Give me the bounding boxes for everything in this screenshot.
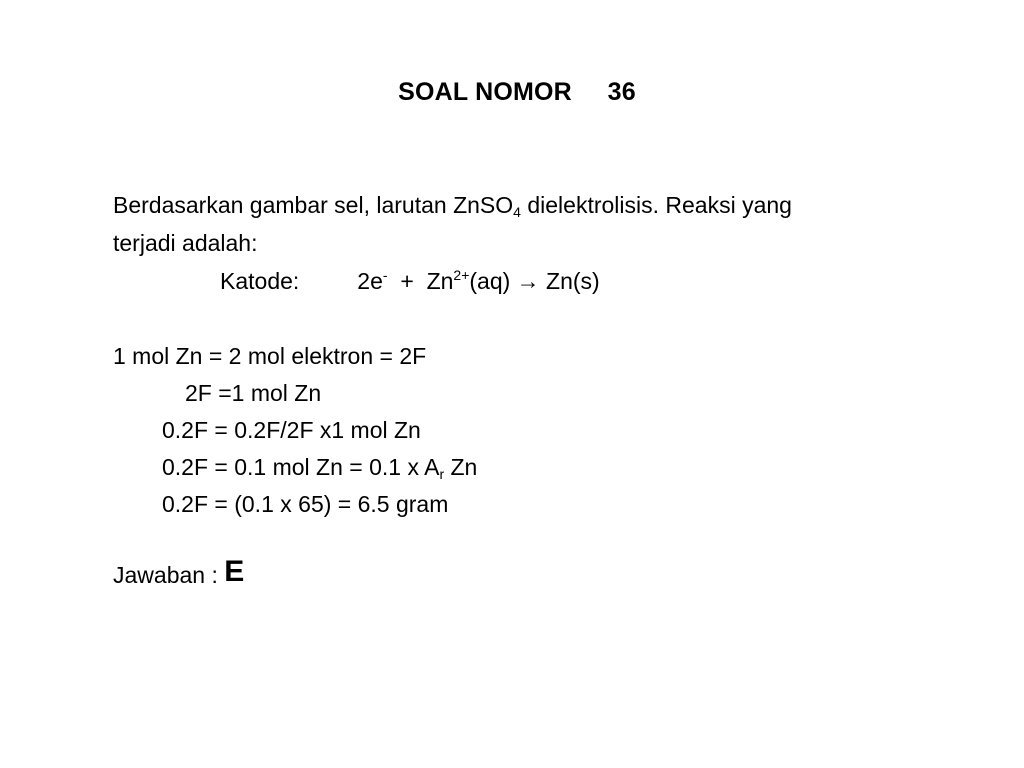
calc-line-1: 1 mol Zn = 2 mol elektron = 2F bbox=[113, 343, 427, 369]
intro-line-2: terjadi adalah: bbox=[113, 230, 258, 256]
calc-line-2: 2F =1 mol Zn bbox=[185, 380, 322, 406]
reaction-product: (aq) → Zn(s) bbox=[469, 268, 600, 294]
zinc-charge: 2+ bbox=[453, 267, 470, 283]
calc-line-5: 0.2F = (0.1 x 65) = 6.5 gram bbox=[162, 491, 449, 517]
katode-equation bbox=[299, 262, 599, 300]
intro-text-1: Berdasarkan gambar sel, larutan ZnSO bbox=[113, 192, 514, 218]
intro-subscript: 4 bbox=[513, 204, 521, 220]
intro-line-1 bbox=[113, 186, 993, 224]
electron-charge: - bbox=[382, 267, 388, 283]
answer-line bbox=[113, 553, 993, 591]
calc-line-3: 0.2F = 0.2F/2F x1 mol Zn bbox=[162, 417, 421, 443]
calc-line-4-suffix: Zn bbox=[444, 454, 478, 480]
calc-line-4-text: 0.2F = 0.1 mol Zn = 0.1 x A bbox=[162, 454, 440, 480]
electron-coef: 2e bbox=[357, 268, 383, 294]
slide-title: SOAL NOMOR 36 bbox=[398, 78, 636, 106]
calc-line-4 bbox=[113, 449, 993, 486]
relative-mass-subscript: r bbox=[439, 466, 445, 482]
answer-label: Jawaban : bbox=[113, 562, 225, 588]
zinc-symbol: Zn bbox=[426, 268, 454, 294]
answer-letter: E bbox=[224, 555, 245, 588]
plus-sign: + bbox=[387, 268, 427, 294]
katode-label: Katode: bbox=[220, 268, 300, 294]
katode-reaction bbox=[113, 262, 993, 300]
intro-text-2: dielektrolisis. Reaksi yang bbox=[520, 192, 792, 218]
slide-body bbox=[113, 186, 993, 591]
